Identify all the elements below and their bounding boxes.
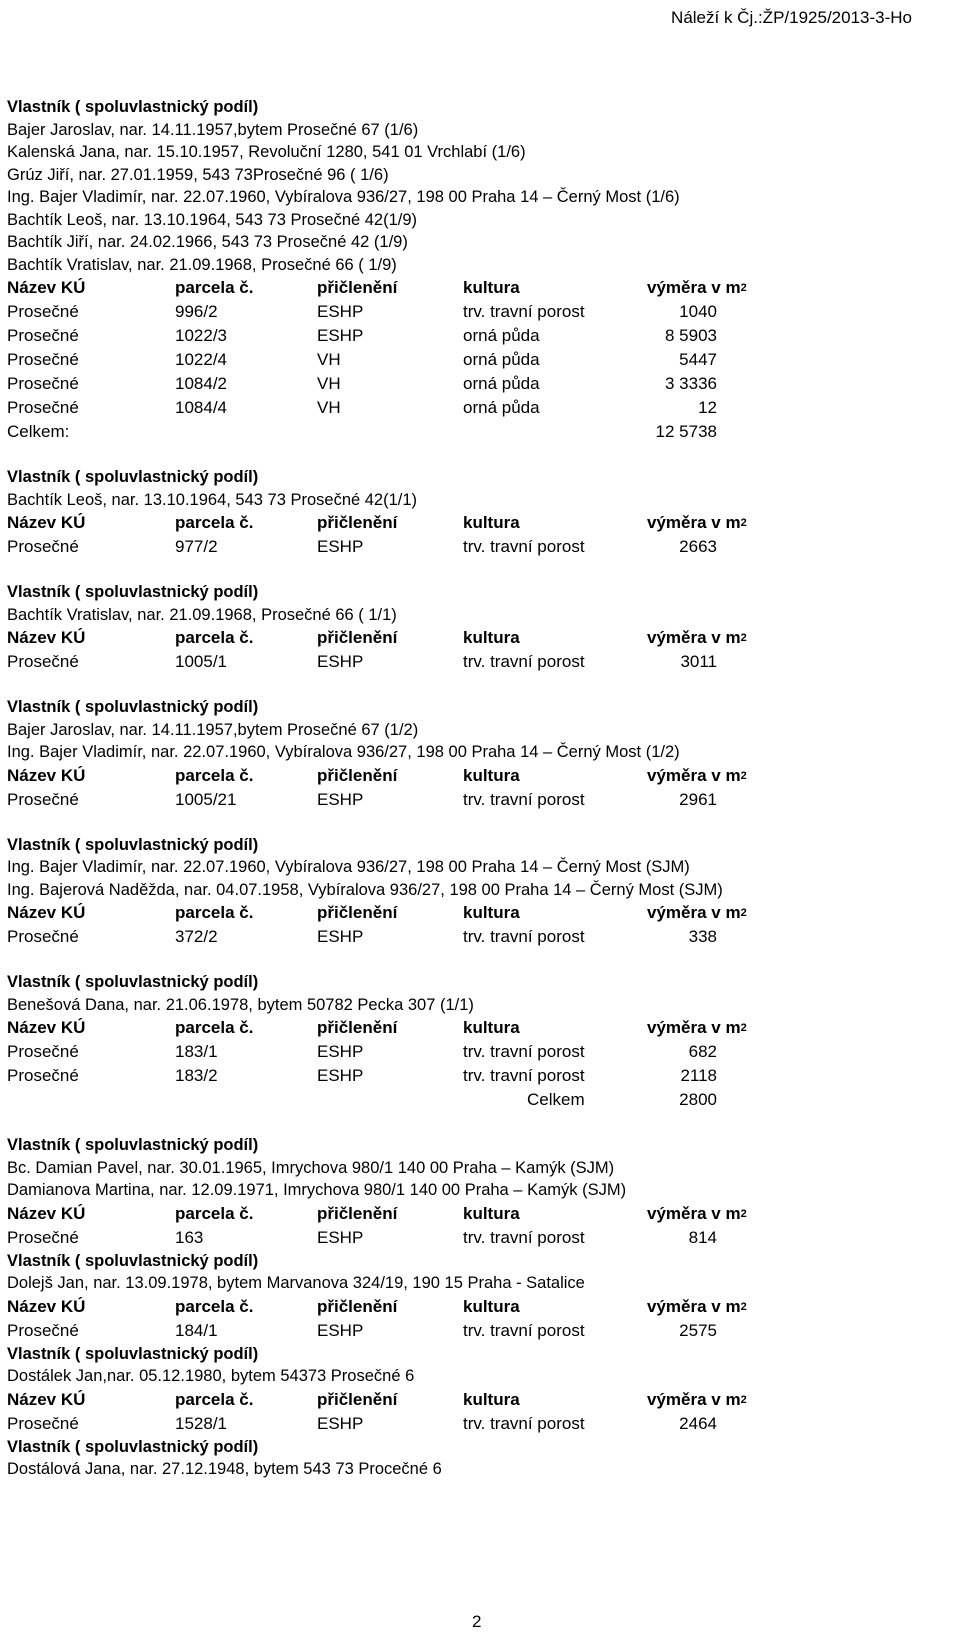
- parcel-table-header: [7, 764, 947, 788]
- owner-section-title: Vlastník ( spoluvlastnický podíl): [7, 98, 259, 116]
- parcel-row: [7, 1226, 947, 1250]
- header-parcela: parcela č.: [175, 1296, 254, 1316]
- owner-line: Bachtík Jiří, nar. 24.02.1966, 543 73 Prosečné 42 (1/9): [7, 233, 408, 251]
- header-vymera-superscript: 2: [740, 517, 747, 529]
- header-vymera: [647, 1388, 747, 1412]
- owner-line: Bc. Damian Pavel, nar. 30.01.1965, Imrychova 980/1 140 00 Praha – Kamýk (SJM): [7, 1158, 615, 1177]
- cell-kultura: orná půda: [463, 398, 540, 417]
- header-vymera: [647, 1202, 747, 1226]
- header-prichleneni: přičlenění: [317, 1296, 398, 1316]
- cell-kultura: orná půda: [463, 326, 540, 345]
- header-vymera: [647, 901, 747, 925]
- header-ku: Název KÚ: [7, 1296, 86, 1316]
- parcel-row: [7, 1319, 947, 1343]
- header-ku: Název KÚ: [7, 1389, 86, 1409]
- header-vymera-superscript: 2: [740, 1022, 747, 1034]
- header-vymera-text: výměra v m: [647, 513, 741, 532]
- header-kultura: kultura: [463, 1018, 520, 1037]
- header-vymera: [647, 276, 747, 300]
- header-vymera: [647, 1016, 747, 1040]
- header-vymera-text: výměra v m: [647, 1203, 741, 1223]
- header-kultura: kultura: [463, 765, 520, 785]
- cell-ku: Prosečné: [7, 350, 79, 369]
- parcel-row: [7, 1064, 947, 1088]
- cell-vymera: 3011: [680, 652, 717, 671]
- parcel-table-header: [7, 1202, 947, 1226]
- header-ku: Název KÚ: [7, 1203, 86, 1223]
- section-spacer: [7, 812, 947, 834]
- cell-vymera: 2663: [679, 537, 717, 556]
- header-kultura: kultura: [463, 903, 520, 922]
- parcel-table-header: [7, 1295, 947, 1319]
- header-ku: Název KÚ: [7, 903, 86, 922]
- cell-ku: Prosečné: [7, 1066, 79, 1085]
- cell-prichleneni: ESHP: [317, 1227, 364, 1247]
- total-label: Celkem: [527, 1090, 585, 1109]
- parcel-row: [7, 925, 947, 949]
- cell-ku: Prosečné: [7, 326, 79, 345]
- cell-ku: Prosečné: [7, 652, 79, 671]
- cell-ku: Prosečné: [7, 1320, 79, 1340]
- cell-ku: Prosečné: [7, 1227, 79, 1247]
- header-kultura: kultura: [463, 1203, 520, 1223]
- cell-prichleneni: VH: [317, 398, 341, 417]
- parcel-table-header: [7, 511, 947, 535]
- cell-parcela: 996/2: [175, 302, 218, 321]
- header-vymera-superscript: 2: [740, 769, 747, 782]
- total-label: Celkem:: [7, 422, 70, 441]
- owner-section-title: Vlastník ( spoluvlastnický podíl): [7, 1437, 259, 1456]
- cell-parcela: 1022/4: [175, 350, 227, 369]
- owner-section-title: Vlastník ( spoluvlastnický podíl): [7, 973, 259, 991]
- header-vymera-superscript: 2: [740, 907, 747, 919]
- header-vymera-text: výměra v m: [647, 628, 741, 647]
- header-prichleneni: přičlenění: [317, 1203, 398, 1223]
- cell-vymera: 3 3336: [665, 374, 717, 393]
- owner-line: Dostálek Jan,nar. 05.12.1980, bytem 54373 Prosečné 6: [7, 1367, 415, 1385]
- cell-parcela: 1005/21: [175, 789, 237, 809]
- header-vymera-text: výměra v m: [647, 1018, 741, 1037]
- parcel-table-header: [7, 1016, 947, 1040]
- owner-line: Grúz Jiří, nar. 27.01.1959, 543 73Prosečné 96 ( 1/6): [7, 165, 389, 184]
- cell-prichleneni: ESHP: [317, 537, 364, 556]
- parcel-row: [7, 300, 947, 324]
- total-value: 2800: [679, 1090, 717, 1109]
- parcel-table-header: [7, 276, 947, 300]
- header-ku: Název KÚ: [7, 513, 86, 532]
- cell-parcela: 183/1: [175, 1042, 218, 1061]
- cell-kultura: trv. travní porost: [463, 927, 585, 946]
- cell-kultura: orná půda: [463, 374, 540, 393]
- owner-line: Benešová Dana, nar. 21.06.1978, bytem 50782 Pecka 307 (1/1): [7, 995, 474, 1014]
- document-reference: Náleží k Čj.:ŽP/1925/2013-3-Ho: [671, 8, 912, 27]
- cell-ku: Prosečné: [7, 1042, 79, 1061]
- header-kultura: kultura: [463, 513, 520, 532]
- cell-vymera: 814: [688, 1227, 717, 1247]
- owner-line: Bachtík Leoš, nar. 13.10.1964, 543 73 Prosečné 42(1/1): [7, 490, 418, 509]
- ownership-list: [7, 96, 947, 1481]
- header-prichleneni: přičlenění: [317, 513, 398, 532]
- owner-line: Dolejš Jan, nar. 13.09.1978, bytem Marvanova 324/19, 190 15 Praha - Satalice: [7, 1274, 585, 1292]
- owner-line: Ing. Bajerová Naděžda, nar. 04.07.1958, Vybíralova 936/27, 198 00 Praha 14 – Černý Most (SJM): [7, 880, 723, 899]
- header-parcela: parcela č.: [175, 1389, 254, 1409]
- cell-parcela: 184/1: [175, 1320, 218, 1340]
- cell-vymera: 2464: [679, 1413, 717, 1433]
- header-vymera-superscript: 2: [740, 632, 747, 644]
- cell-kultura: trv. travní porost: [463, 1042, 585, 1061]
- header-vymera: [647, 1295, 747, 1319]
- cell-ku: Prosečné: [7, 374, 79, 393]
- cell-ku: Prosečné: [7, 1413, 79, 1433]
- cell-vymera: 2118: [680, 1066, 717, 1085]
- total-row: [7, 420, 947, 444]
- header-parcela: parcela č.: [175, 278, 254, 297]
- header-prichleneni: přičlenění: [317, 628, 398, 647]
- header-vymera-text: výměra v m: [647, 765, 741, 785]
- parcel-table-header: [7, 1388, 947, 1412]
- cell-vymera: 2575: [679, 1320, 717, 1340]
- parcel-table-header: [7, 626, 947, 650]
- cell-prichleneni: ESHP: [317, 1320, 364, 1340]
- section-spacer: [7, 674, 947, 696]
- header-parcela: parcela č.: [175, 765, 254, 785]
- parcel-row: [7, 650, 947, 674]
- header-ku: Název KÚ: [7, 278, 86, 297]
- cell-kultura: trv. travní porost: [463, 652, 585, 671]
- cell-parcela: 183/2: [175, 1066, 218, 1085]
- cell-prichleneni: ESHP: [317, 789, 364, 809]
- cell-kultura: trv. travní porost: [463, 1227, 585, 1247]
- cell-parcela: 1528/1: [175, 1413, 227, 1433]
- header-prichleneni: přičlenění: [317, 1389, 398, 1409]
- owner-section-title: Vlastník ( spoluvlastnický podíl): [7, 1136, 259, 1154]
- section-spacer: [7, 1112, 947, 1134]
- header-kultura: kultura: [463, 1296, 520, 1316]
- owner-line: Ing. Bajer Vladimír, nar. 22.07.1960, Vybíralova 936/27, 198 00 Praha 14 – Černý Most (SJM): [7, 858, 690, 876]
- cell-kultura: trv. travní porost: [463, 1413, 585, 1433]
- cell-parcela: 1022/3: [175, 326, 227, 345]
- owner-line: Bajer Jaroslav, nar. 14.11.1957,bytem Prosečné 67 (1/2): [7, 720, 419, 739]
- parcel-row: [7, 372, 947, 396]
- cell-vymera: 2961: [679, 789, 717, 809]
- parcel-row: [7, 348, 947, 372]
- section-spacer: [7, 949, 947, 971]
- parcel-row: [7, 1040, 947, 1064]
- header-ku: Název KÚ: [7, 628, 86, 647]
- header-vymera: [647, 764, 747, 788]
- header-parcela: parcela č.: [175, 628, 254, 647]
- cell-ku: Prosečné: [7, 537, 79, 556]
- header-parcela: parcela č.: [175, 903, 254, 922]
- header-parcela: parcela č.: [175, 1018, 254, 1037]
- owner-line: Damianova Martina, nar. 12.09.1971, Imrychova 980/1 140 00 Praha – Kamýk (SJM): [7, 1181, 627, 1199]
- header-vymera-text: výměra v m: [647, 903, 741, 922]
- cell-prichleneni: ESHP: [317, 1042, 364, 1061]
- owner-section-title: Vlastník ( spoluvlastnický podíl): [7, 835, 259, 854]
- parcel-row: [7, 535, 947, 559]
- header-parcela: parcela č.: [175, 513, 254, 532]
- cell-prichleneni: ESHP: [317, 1066, 364, 1085]
- header-ku: Název KÚ: [7, 1018, 86, 1037]
- parcel-row: [7, 396, 947, 420]
- cell-parcela: 1005/1: [175, 652, 227, 671]
- header-vymera-superscript: 2: [740, 1207, 747, 1220]
- owner-section-title: Vlastník ( spoluvlastnický podíl): [7, 1344, 259, 1363]
- cell-prichleneni: VH: [317, 374, 341, 393]
- header-kultura: kultura: [463, 628, 520, 647]
- header-vymera-text: výměra v m: [647, 1389, 741, 1409]
- header-vymera-superscript: 2: [740, 282, 747, 294]
- cell-ku: Prosečné: [7, 302, 79, 321]
- parcel-row: [7, 1412, 947, 1436]
- owner-section-title: Vlastník ( spoluvlastnický podíl): [7, 698, 259, 716]
- cell-prichleneni: ESHP: [317, 927, 364, 946]
- header-vymera: [647, 511, 747, 535]
- section-spacer: [7, 559, 947, 581]
- header-prichleneni: přičlenění: [317, 278, 398, 297]
- cell-prichleneni: ESHP: [317, 302, 364, 321]
- cell-prichleneni: ESHP: [317, 326, 364, 345]
- total-row: [7, 1088, 947, 1112]
- owner-line: Ing. Bajer Vladimír, nar. 22.07.1960, Vybíralova 936/27, 198 00 Praha 14 – Černý Most (1/2): [7, 743, 680, 761]
- cell-kultura: trv. travní porost: [463, 789, 585, 809]
- page-number: 2: [472, 1612, 482, 1631]
- cell-kultura: trv. travní porost: [463, 537, 585, 556]
- owner-section-title: Vlastník ( spoluvlastnický podíl): [7, 468, 259, 486]
- cell-ku: Prosečné: [7, 398, 79, 417]
- cell-vymera: 5447: [679, 350, 717, 369]
- parcel-row: [7, 324, 947, 348]
- owner-line: Bajer Jaroslav, nar. 14.11.1957,bytem Prosečné 67 (1/6): [7, 120, 419, 139]
- parcel-row: [7, 788, 947, 812]
- cell-parcela: 1084/2: [175, 374, 227, 393]
- owner-line: Bachtík Leoš, nar. 13.10.1964, 543 73 Prosečné 42(1/9): [7, 210, 418, 229]
- header-vymera-superscript: 2: [740, 1393, 747, 1406]
- owner-line: Ing. Bajer Vladimír, nar. 22.07.1960, Vybíralova 936/27, 198 00 Praha 14 – Černý Most (1/6): [7, 188, 680, 206]
- owner-line: Dostálová Jana, nar. 27.12.1948, bytem 543 73 Procečné 6: [7, 1460, 442, 1478]
- cell-vymera: 8 5903: [665, 326, 717, 345]
- header-vymera-text: výměra v m: [647, 1296, 741, 1316]
- header-parcela: parcela č.: [175, 1203, 254, 1223]
- header-prichleneni: přičlenění: [317, 903, 398, 922]
- cell-prichleneni: VH: [317, 350, 341, 369]
- header-vymera: [647, 626, 747, 650]
- cell-ku: Prosečné: [7, 927, 79, 946]
- owner-section-title: Vlastník ( spoluvlastnický podíl): [7, 583, 259, 601]
- header-kultura: kultura: [463, 1389, 520, 1409]
- header-ku: Název KÚ: [7, 765, 86, 785]
- cell-vymera: 338: [688, 927, 717, 946]
- owner-line: Kalenská Jana, nar. 15.10.1957, Revoluční 1280, 541 01 Vrchlabí (1/6): [7, 143, 526, 161]
- cell-vymera: 682: [688, 1042, 717, 1061]
- cell-parcela: 1084/4: [175, 398, 227, 417]
- header-kultura: kultura: [463, 278, 520, 297]
- cell-parcela: 977/2: [175, 537, 218, 556]
- header-vymera-superscript: 2: [740, 1300, 747, 1313]
- cell-vymera: 1040: [679, 302, 717, 321]
- cell-parcela: 372/2: [175, 927, 218, 946]
- cell-prichleneni: ESHP: [317, 1413, 364, 1433]
- parcel-table-header: [7, 901, 947, 925]
- section-spacer: [7, 444, 947, 466]
- owner-line: Bachtík Vratislav, nar. 21.09.1968, Prosečné 66 ( 1/1): [7, 605, 397, 624]
- cell-prichleneni: ESHP: [317, 652, 364, 671]
- cell-vymera: 12: [698, 398, 717, 417]
- cell-parcela: 163: [175, 1227, 204, 1247]
- cell-kultura: trv. travní porost: [463, 302, 585, 321]
- total-value: 12 5738: [655, 422, 717, 441]
- owner-line: Bachtík Vratislav, nar. 21.09.1968, Prosečné 66 ( 1/9): [7, 255, 397, 274]
- cell-ku: Prosečné: [7, 789, 79, 809]
- cell-kultura: orná půda: [463, 350, 540, 369]
- header-prichleneni: přičlenění: [317, 765, 398, 785]
- header-prichleneni: přičlenění: [317, 1018, 398, 1037]
- owner-section-title: Vlastník ( spoluvlastnický podíl): [7, 1251, 259, 1270]
- cell-kultura: trv. travní porost: [463, 1320, 585, 1340]
- header-vymera-text: výměra v m: [647, 278, 741, 297]
- cell-kultura: trv. travní porost: [463, 1066, 585, 1085]
